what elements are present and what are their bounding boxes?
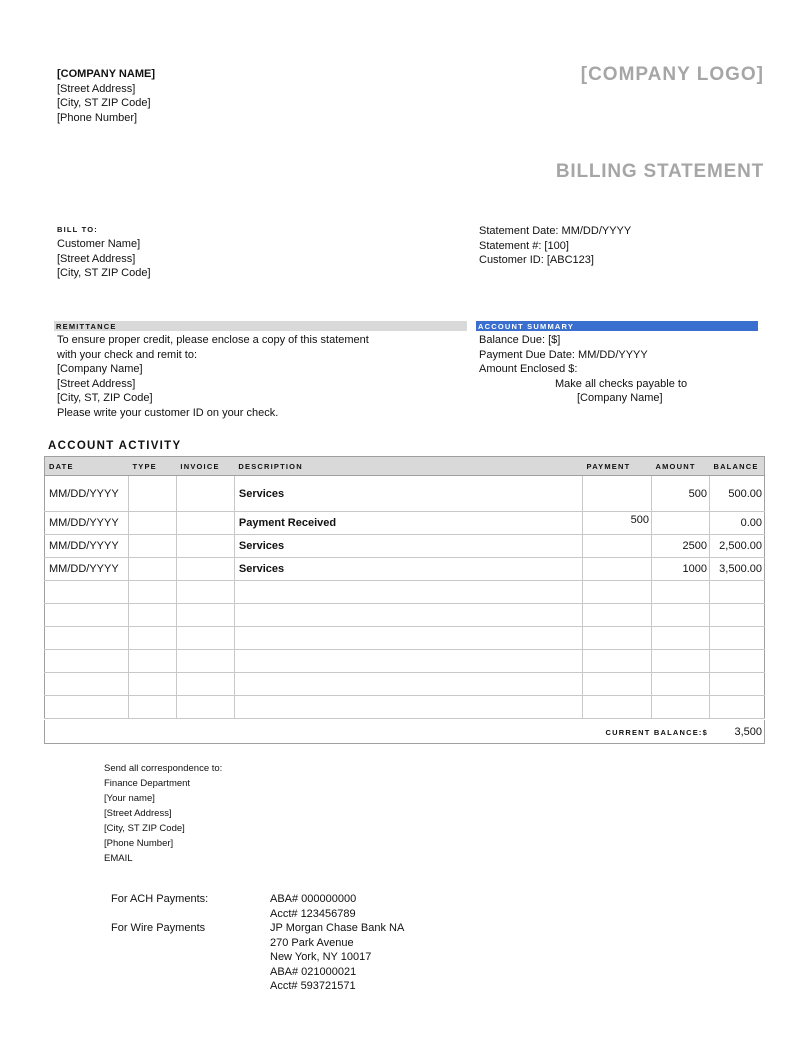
- cell-date: MM/DD/YYYY: [45, 476, 129, 512]
- cell-balance: 3,500.00: [709, 558, 764, 581]
- cell-type: [128, 558, 176, 581]
- ach-line: Acct# 123456789: [270, 907, 356, 920]
- empty-table-row: [45, 627, 765, 650]
- cell-amount: [651, 512, 709, 535]
- table-row: [45, 476, 765, 512]
- balance-due: Balance Due: [$]: [479, 334, 561, 346]
- cell-payment: [583, 558, 652, 581]
- cell-date: MM/DD/YYYY: [45, 535, 129, 558]
- column-header-payment: PAYMENT: [583, 457, 652, 476]
- wire-line: Acct# 593721571: [270, 980, 356, 992]
- remittance-line: To ensure proper credit, please enclose a copy of this statement: [57, 334, 369, 346]
- remittance-line: [Street Address]: [57, 377, 136, 390]
- wire-line: ABA# 021000021: [270, 965, 357, 978]
- cell-payment: [583, 535, 652, 558]
- cell-description: Services: [234, 558, 582, 581]
- cell-balance: 0.00: [709, 512, 764, 535]
- statement-date: Statement Date: MM/DD/YYYY: [479, 225, 632, 237]
- cell-type: [128, 476, 176, 512]
- ach-line: ABA# 000000000: [270, 893, 357, 905]
- wire-line: 270 Park Avenue: [270, 936, 354, 949]
- company-logo-placeholder: [COMPANY LOGO]: [580, 64, 764, 85]
- ach-payments-label: For ACH Payments:: [111, 893, 209, 905]
- cell-amount: 500: [651, 476, 709, 512]
- cell-type: [128, 512, 176, 535]
- column-header-balance: BALANCE: [709, 457, 764, 476]
- empty-table-row: [45, 604, 765, 627]
- current-balance-row: [44, 720, 765, 744]
- column-header-invoice: INVOICE: [176, 457, 234, 476]
- account-summary-label: ACCOUNT SUMMARY: [478, 322, 575, 331]
- cell-balance: 500.00: [709, 476, 764, 512]
- cell-balance: 2,500.00: [709, 535, 764, 558]
- company-city: [City, ST ZIP Code]: [57, 97, 151, 109]
- cell-invoice: [176, 558, 234, 581]
- wire-payments-details: [270, 921, 404, 994]
- remittance-line: with your check and remit to:: [57, 348, 198, 361]
- cell-type: [128, 535, 176, 558]
- empty-table-row: [45, 696, 765, 719]
- column-header-date: DATE: [45, 457, 129, 476]
- remittance-label: REMITTANCE: [56, 322, 117, 331]
- cell-invoice: [176, 512, 234, 535]
- correspondence-block: [104, 761, 222, 866]
- remittance-line: Please write your customer ID on your check.: [57, 406, 279, 419]
- customer-id: Customer ID: [ABC123]: [479, 254, 594, 266]
- cell-invoice: [176, 476, 234, 512]
- cell-payment: 500: [583, 512, 652, 535]
- payment-due-date: Payment Due Date: MM/DD/YYYY: [479, 348, 648, 361]
- cell-amount: 1000: [651, 558, 709, 581]
- bill-to-customer: Customer Name]: [57, 238, 141, 250]
- account-activity-heading: ACCOUNT ACTIVITY: [48, 440, 182, 452]
- checks-payable-note: Make all checks payable to: [555, 377, 688, 390]
- wire-line: New York, NY 10017: [270, 951, 372, 963]
- cell-description: Payment Received: [234, 512, 582, 535]
- cell-description: Services: [234, 535, 582, 558]
- table-header-row: [45, 457, 765, 476]
- cell-date: MM/DD/YYYY: [45, 512, 129, 535]
- remittance-header-bar: [54, 321, 467, 331]
- remittance-line: [City, ST, ZIP Code]: [57, 392, 153, 404]
- account-summary-text: [479, 333, 759, 406]
- amount-enclosed: Amount Enclosed $:: [479, 363, 578, 375]
- wire-line: JP Morgan Chase Bank NA: [270, 922, 405, 934]
- wire-payments-label: For Wire Payments: [111, 922, 206, 934]
- table-row: [45, 512, 765, 535]
- cell-invoice: [176, 535, 234, 558]
- cell-description: Services: [234, 476, 582, 512]
- table-row: [45, 558, 765, 581]
- correspondence-line: [City, ST ZIP Code]: [104, 823, 185, 834]
- company-name: [COMPANY NAME]: [57, 68, 155, 80]
- ach-payments-details: [270, 892, 356, 921]
- correspondence-line: [Street Address]: [104, 808, 172, 819]
- bill-to-block: [57, 225, 151, 281]
- remittance-line: [Company Name]: [57, 363, 143, 375]
- column-header-description: DESCRIPTION: [234, 457, 582, 476]
- company-street: [Street Address]: [57, 82, 136, 95]
- statement-number: Statement #: [100]: [479, 239, 569, 252]
- correspondence-line: [Your name]: [104, 793, 155, 804]
- account-summary-header-bar: [476, 321, 758, 331]
- bill-to-label: BILL TO:: [57, 225, 98, 234]
- document-title: BILLING STATEMENT: [555, 161, 764, 182]
- table-row: [45, 535, 765, 558]
- checks-payee: [Company Name]: [577, 392, 663, 404]
- remittance-text: [57, 333, 369, 420]
- empty-table-row: [45, 650, 765, 673]
- account-activity-table: [44, 456, 765, 719]
- statement-info: [479, 224, 631, 268]
- cell-date: MM/DD/YYYY: [45, 558, 129, 581]
- company-info: [57, 67, 155, 125]
- column-header-amount: AMOUNT: [651, 457, 709, 476]
- correspondence-line: Send all correspondence to:: [104, 763, 223, 774]
- cell-payment: [583, 476, 652, 512]
- current-balance-value: 3,500: [734, 726, 762, 738]
- correspondence-line: Finance Department: [104, 778, 191, 789]
- cell-amount: 2500: [651, 535, 709, 558]
- empty-table-row: [45, 673, 765, 696]
- bill-to-street: [Street Address]: [57, 252, 136, 265]
- current-balance-label: CURRENT BALANCE:$: [605, 728, 708, 737]
- empty-table-row: [45, 581, 765, 604]
- correspondence-line: EMAIL: [104, 853, 133, 864]
- bill-to-city: [City, ST ZIP Code]: [57, 267, 151, 279]
- company-phone: [Phone Number]: [57, 111, 138, 124]
- correspondence-line: [Phone Number]: [104, 838, 174, 849]
- column-header-type: TYPE: [128, 457, 176, 476]
